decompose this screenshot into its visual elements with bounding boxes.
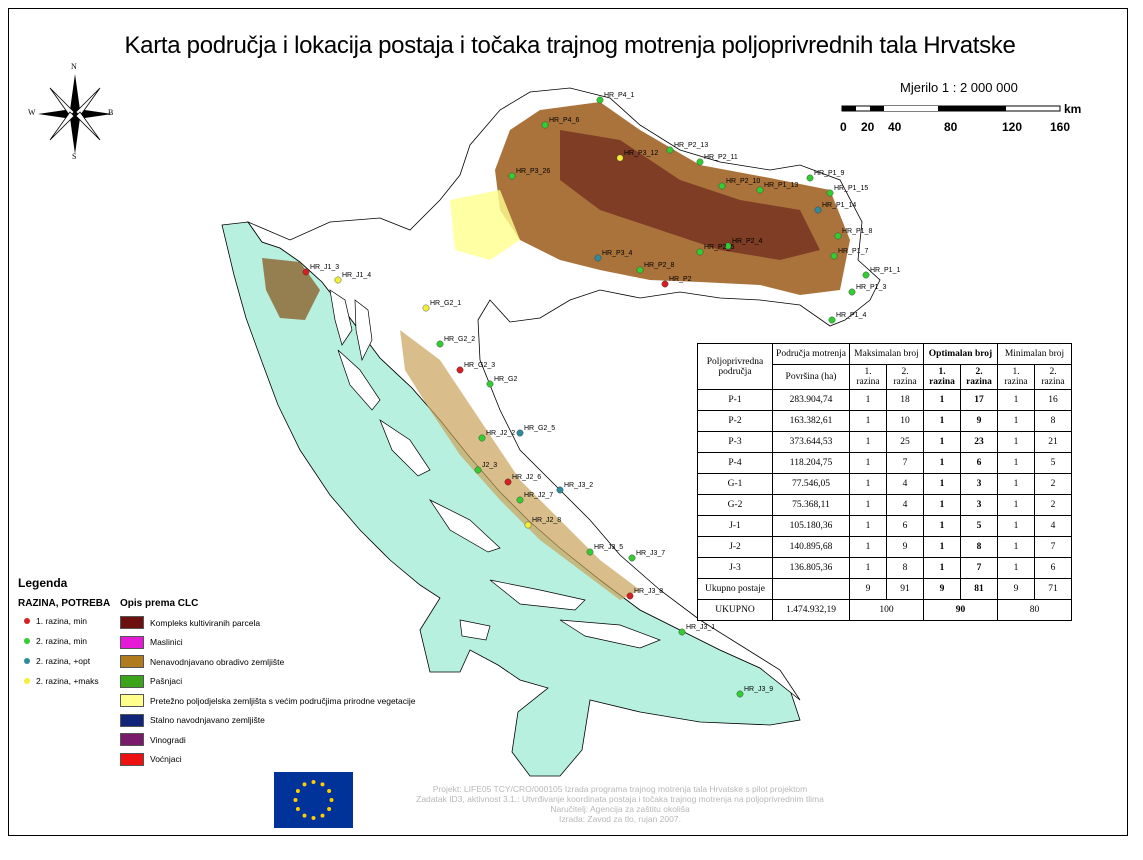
station-point [679,629,685,635]
table-cell: 1 [850,453,887,474]
table-cell: Ukupno postaje [698,579,773,600]
table-cell: 118.204,75 [773,453,850,474]
station-point [597,97,603,103]
station-label: HR_P2_11 [704,154,738,161]
station-point [807,175,813,181]
table-cell: 2 [1035,474,1072,495]
station-label: HR_J3_9 [744,686,774,693]
table-cell: 1 [998,537,1035,558]
table-cell: 5 [1035,453,1072,474]
header-area-sub: Površina (ha) [773,365,850,390]
station-label: HR_P1_1 [870,267,901,274]
station-point [629,555,635,561]
eu-star [321,782,325,786]
station-point [437,341,443,347]
table-cell: UKUPNO [698,600,773,621]
table-cell: 1 [924,537,961,558]
table-cell: 9 [850,579,887,600]
table-cell: P-4 [698,453,773,474]
legend-clc-label: Pretežno poljodjelska zemljišta s većim područjima prirodne vegetacije [150,695,416,706]
compass-e: B [108,108,114,117]
legend-swatch-icon [120,753,144,766]
table-cell: 100 [850,600,924,621]
legend-level-label: 1. razina, min [36,616,88,626]
station-label: HR_G2_2 [444,336,476,343]
station-point [557,487,563,493]
station-point [662,281,668,287]
legend-clc-label: Kompleks kultiviranih parcela [150,617,261,628]
compass-icon [30,66,120,162]
station-point [719,183,725,189]
table-cell: 1.474.932,19 [773,600,850,621]
legend-clc-item [120,675,182,688]
station-point [637,267,643,273]
table-cell: 6 [1035,558,1072,579]
scale-bar-graphic [840,102,1080,116]
table-cell: 71 [1035,579,1072,600]
table-row [698,537,1072,558]
station-point [423,305,429,311]
eu-star [321,814,325,818]
station-point [815,207,821,213]
station-label: HR_J1_3 [310,264,340,271]
table-cell: 1 [924,495,961,516]
table-cell [773,579,850,600]
table-cell: 1 [850,432,887,453]
station-label: HR_P1_14 [822,202,857,209]
eu-star [327,789,331,793]
station-label: HR_P2_5 [704,244,735,251]
scale-unit: km [1064,102,1082,116]
table-cell: G-1 [698,474,773,495]
eu-star [330,798,334,802]
header-opt-lvl1: 1. razina [924,365,961,390]
table-cell: 1 [924,390,961,411]
project-credits [370,784,870,824]
legend-levels-title: RAZINA, POTREBA [18,598,111,609]
legend-clc-item [120,694,416,707]
legend-level-label: 2. razina, +opt [36,656,91,666]
station-label: HR_P1_15 [834,185,869,192]
table-row-total-stations [698,579,1072,600]
table-cell: 1 [924,474,961,495]
table-cell: 1 [924,516,961,537]
scale-tick: 80 [944,120,958,134]
station-label: HR_G2_1 [430,300,462,307]
credit-line: Zadatak ID3, aktivnost 3.1.: Utvrđivanje koordinata postaja i točaka trajnog motrenja na poljoprivrednim tlima [416,794,824,804]
table-cell: 140.895,68 [773,537,850,558]
table-cell: 136.805,36 [773,558,850,579]
table-cell: 6 [961,453,998,474]
legend-level-item [24,636,87,646]
eu-stars-icon [274,772,353,828]
station-point [475,467,481,473]
table-row-total [698,600,1072,621]
compass-rose [28,62,120,162]
table-cell: 1 [850,537,887,558]
legend-clc-item [120,655,284,668]
table-cell: 1 [850,495,887,516]
table-cell: 7 [1035,537,1072,558]
credit-line: Naručitelj: Agencija za zaštitu okoliša [550,804,690,814]
eu-star [303,814,307,818]
eu-star [296,789,300,793]
station-label: HR_J1_4 [342,272,372,279]
table-cell: 1 [924,453,961,474]
eu-star [327,807,331,811]
table-cell: 16 [1035,390,1072,411]
table-cell: 77.546,05 [773,474,850,495]
table-cell: 1 [998,516,1035,537]
table-cell: 1 [850,558,887,579]
compass-w: W [28,108,36,117]
scale-label: Mjerilo 1 : 2 000 000 [900,80,1018,95]
table-cell: 6 [887,516,924,537]
table-cell: 17 [961,390,998,411]
table-cell: 3 [961,474,998,495]
station-label: HR_P3_4 [602,250,633,257]
legend-clc-item [120,714,265,727]
legend-swatch-icon [120,694,144,707]
eu-star [303,782,307,786]
table-cell: P-3 [698,432,773,453]
station-label: HR_P2_10 [726,178,761,185]
table-cell: 7 [961,558,998,579]
legend-swatch-icon [120,616,144,629]
table-cell: 283.904,74 [773,390,850,411]
eu-star [294,798,298,802]
table-cell: P-2 [698,411,773,432]
table-cell: 1 [998,390,1035,411]
compass-s: S [72,152,77,161]
header-min-lvl1: 1. razina [998,365,1035,390]
table-cell: 91 [887,579,924,600]
table-cell: 1 [850,411,887,432]
table-cell: 10 [887,411,924,432]
station-point [829,317,835,323]
station-point [525,522,531,528]
header-area: Područja motrenja [773,344,850,365]
table-cell: 105.180,36 [773,516,850,537]
station-label: HR_P1_9 [814,170,845,177]
station-label: HR_J3_2 [564,482,594,489]
table-cell: P-1 [698,390,773,411]
legend-level-label: 2. razina, min [36,636,88,646]
table-cell: 4 [887,495,924,516]
legend-clc-label: Stalno navodnjavano zemljište [150,715,265,725]
eu-flag-logo [274,772,353,828]
scale-tick: 160 [1050,120,1071,134]
table-cell: 5 [961,516,998,537]
header-min-lvl2: 2. razina [1035,365,1072,390]
credit-line: Projekt: LIFE05 TCY/CRO/000105 Izrada programa trajnog motrenja tala Hrvatske s pilot projektom [432,784,808,794]
table-cell: J-2 [698,537,773,558]
table-cell: 2 [1035,495,1072,516]
legend-dot-icon [24,678,30,684]
station-point [667,147,673,153]
station-point [831,253,837,259]
station-point [595,255,601,261]
table-cell: 90 [924,600,998,621]
station-label: HR_P4_6 [549,117,580,124]
table-cell: 9 [924,579,961,600]
header-min: Minimalan broj [998,344,1072,365]
station-point [509,173,515,179]
station-point [542,122,548,128]
table-cell: 25 [887,432,924,453]
station-label: HR_G2 [494,376,518,383]
station-point [517,430,523,436]
station-label: HR_P3_26 [516,168,551,175]
station-point [697,249,703,255]
legend-clc-item [120,733,186,746]
station-point [335,277,341,283]
legend-clc-item [120,753,182,766]
table-cell: 8 [961,537,998,558]
station-point [627,593,633,599]
table-cell: 1 [924,411,961,432]
station-label: HR_P2_8 [644,262,675,269]
table-cell: 7 [887,453,924,474]
table-cell: J-3 [698,558,773,579]
station-point [303,269,309,275]
station-label: HR_J2_6 [512,474,542,481]
station-point [827,190,833,196]
header-max-lvl2: 2. razina [887,365,924,390]
scale-tick: 40 [888,120,902,134]
station-label: HR_G2_5 [524,425,556,432]
station-point [487,381,493,387]
station-point [517,497,523,503]
station-label: HR_P3_12 [624,150,659,157]
station-label: HR_P2_13 [674,142,709,149]
header-opt: Optimalan broj [924,344,998,365]
station-label: HR_J3_1 [686,624,716,631]
legend-swatch-icon [120,733,144,746]
station-point [617,155,623,161]
station-label: HR_P1_4 [836,312,867,319]
station-label: HR_P1_3 [856,284,887,291]
scale-tick: 0 [840,120,847,134]
station-point [737,691,743,697]
table-cell: 1 [998,432,1035,453]
station-label: HR_J3_8 [634,588,664,595]
legend-clc-label: Vinogradi [150,734,186,745]
credit-line: Izrada: Zavod za tlo, rujan 2007. [559,814,681,824]
scale-tick: 20 [861,120,875,134]
table-cell: 1 [998,495,1035,516]
monitoring-table [697,343,1072,621]
legend-swatch-icon [120,636,144,649]
station-label: HR_J3_5 [594,544,624,551]
station-point [835,233,841,239]
table-body [698,390,1072,579]
legend-level-item [24,616,87,626]
table-cell: 1 [924,558,961,579]
table-cell: 3 [961,495,998,516]
legend [16,576,436,766]
table-row [698,390,1072,411]
table-cell: 8 [887,558,924,579]
legend-swatch-icon [120,675,144,688]
table-row [698,558,1072,579]
station-label: HR_P1_8 [842,228,873,235]
table-cell: 1 [998,474,1035,495]
header-max: Maksimalan broj [850,344,924,365]
legend-swatch-icon [120,655,144,668]
station-label: HR_P4_1 [604,92,635,99]
table-cell: 1 [998,558,1035,579]
header-max-lvl1: 1. razina [850,365,887,390]
table-cell: 373.644,53 [773,432,850,453]
station-label: HR_J2_2 [486,430,516,437]
legend-level-label: 2. razina, +maks [36,676,99,686]
eu-star [312,816,316,820]
legend-dot-icon [24,618,30,624]
table-row [698,495,1072,516]
table-cell: 4 [887,474,924,495]
station-label: J2_3 [482,462,498,469]
table-cell: 4 [1035,516,1072,537]
table-cell: 9 [961,411,998,432]
legend-clc-label: Pašnjaci [150,676,183,686]
legend-clc-label: Nenavodnjavano obradivo zemljište [150,656,285,667]
table-cell: 23 [961,432,998,453]
station-label: HR_J3_7 [636,550,666,557]
legend-dot-icon [24,638,30,644]
scale-tick: 120 [1002,120,1023,134]
table-cell: 8 [1035,411,1072,432]
table-cell: 9 [998,579,1035,600]
legend-clc-title: Opis prema CLC [120,598,199,609]
legend-dot-icon [24,658,30,664]
table-cell: 1 [850,474,887,495]
table-cell: 1 [850,516,887,537]
eu-star [312,780,316,784]
table-cell: 1 [998,411,1035,432]
station-point [697,159,703,165]
legend-level-item [24,656,90,666]
legend-clc-label: Maslinici [150,637,183,647]
table-row [698,474,1072,495]
table-cell: 1 [850,390,887,411]
table-cell: 21 [1035,432,1072,453]
station-point [849,289,855,295]
station-label: HR_J2_8 [532,517,562,524]
table-row [698,453,1072,474]
table-cell: 9 [887,537,924,558]
legend-clc-item [120,616,260,629]
table-cell: G-2 [698,495,773,516]
station-label: HR_P1_13 [764,182,799,189]
scale-bar [840,102,1080,142]
station-point [757,187,763,193]
compass-n: N [71,62,77,71]
station-label: HR_G2_3 [464,362,496,369]
table-cell: 1 [998,453,1035,474]
station-label: HR_J2_7 [524,492,554,499]
station-label: HR_P2_4 [732,238,763,245]
legend-title: Legenda [18,576,68,590]
header-opt-lvl2: 2. razina [961,365,998,390]
table-cell: 80 [998,600,1072,621]
table-cell: 81 [961,579,998,600]
station-point [863,272,869,278]
legend-clc-label: Voćnjaci [150,754,182,764]
eu-star [296,807,300,811]
table-cell: 1 [924,432,961,453]
station-point [479,435,485,441]
legend-level-item [24,676,99,686]
station-point [457,367,463,373]
legend-clc-item [120,636,183,649]
table-row [698,432,1072,453]
station-label: HR_P2 [669,276,692,283]
station-point [587,549,593,555]
table-row [698,411,1072,432]
table-row [698,516,1072,537]
table-cell: 18 [887,390,924,411]
table-cell: J-1 [698,516,773,537]
map-title: Karta područja i lokacija postaja i točaka trajnog motrenja poljoprivrednih tala Hrvatske [124,32,1016,59]
legend-swatch-icon [120,714,144,727]
table-cell: 163.382,61 [773,411,850,432]
header-region: Poljoprivredna područja [698,344,773,390]
table-cell: 75.368,11 [773,495,850,516]
station-point [505,479,511,485]
station-label: HR_P1_7 [838,248,869,255]
